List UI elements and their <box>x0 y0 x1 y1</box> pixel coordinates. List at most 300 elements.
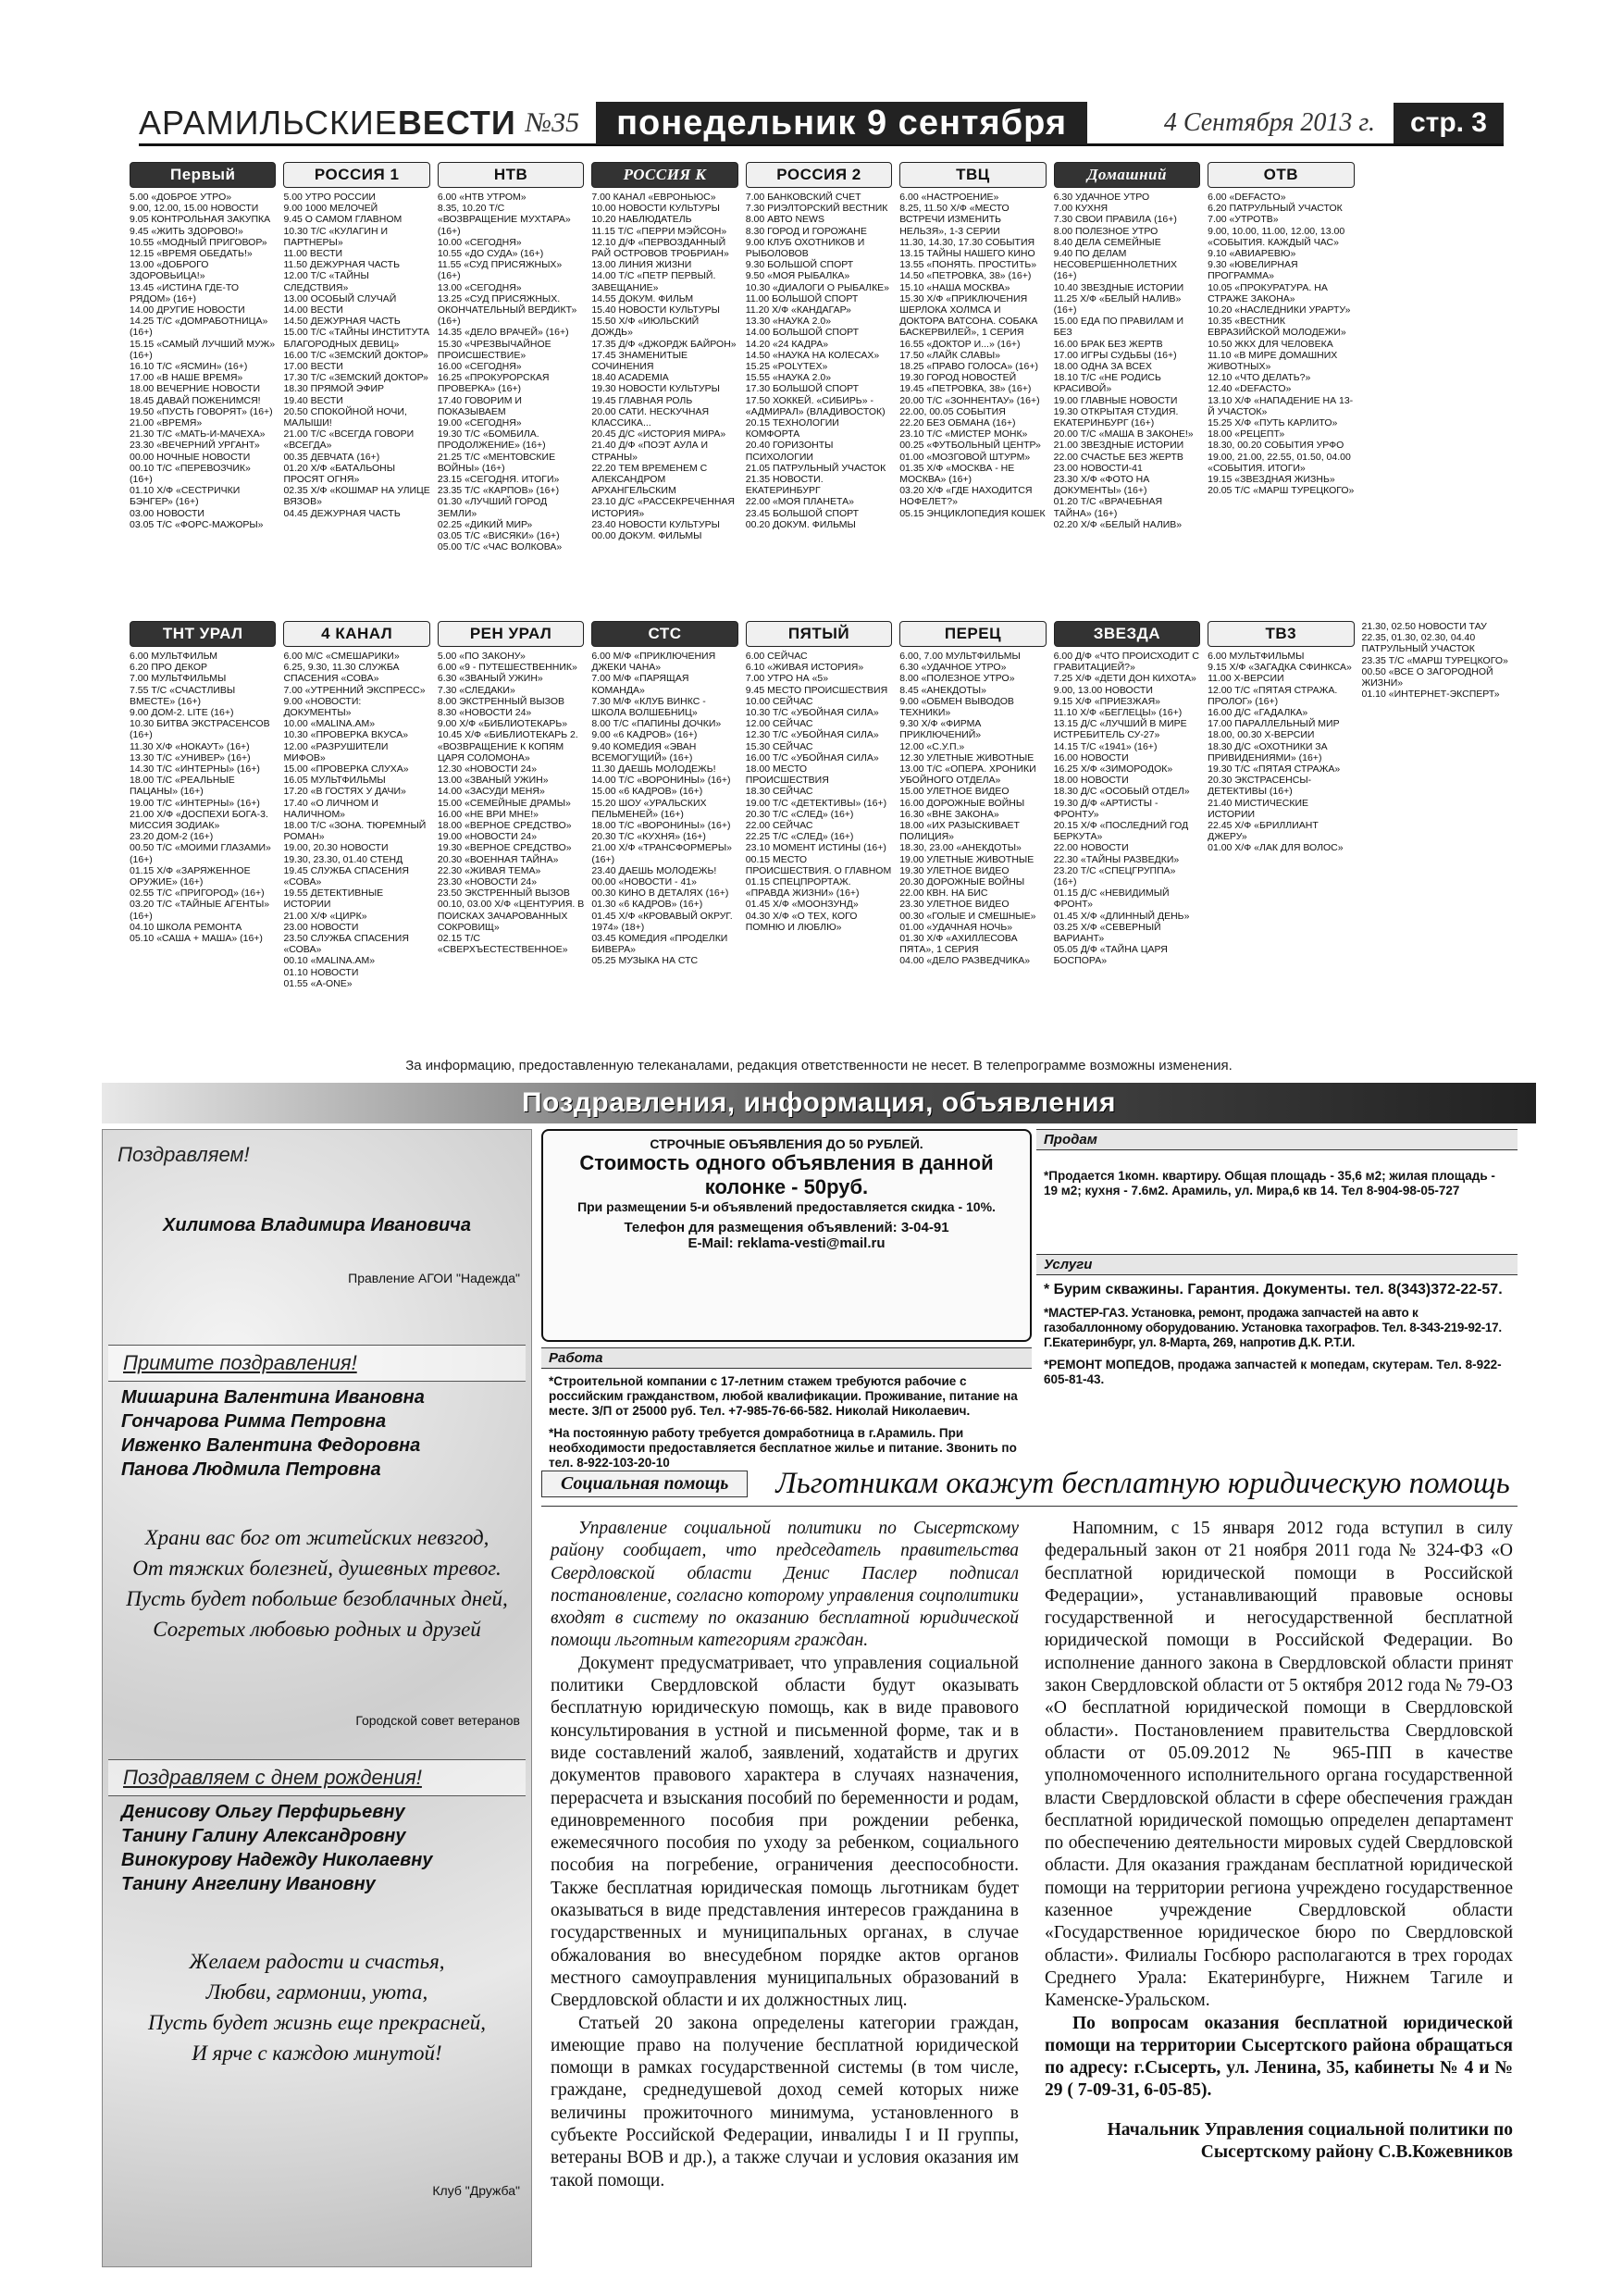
tv-program-line: 16.00 Т/С «УБОЙНАЯ СИЛА» <box>745 751 879 763</box>
tv-program-line: 05.25 МУЗЫКА НА СТС <box>591 955 699 967</box>
tv-program-line: 14.00 Т/С «ПЕТР ПЕРВЫЙ. ЗАВЕЩАНИЕ» <box>591 270 716 293</box>
greeting-2-signature: Городской совет ветеранов <box>355 1713 520 1728</box>
article-paragraph-2: Статьей 20 закона определены категории граждан, имеющие право на получение бесплатной юридической помощи в рамках государственной системы (в том числе, граждане, среднедушевой доход семей которых ниже величины прожиточного минимума, установленного в субъекте Российской Федерации, инвалиды I и II группы, ветераны ВОВ и др.), а также случаи и условия оказания им такой помощи. <box>551 2013 1019 2191</box>
tv-program-line: 7.00 М/Ф «ПАРЯЩАЯ КОМАНДА» <box>591 673 689 696</box>
tv-program-line: 03.45 КОМЕДИЯ «ПРОДЕЛКИ БИВЕРА» <box>591 933 728 956</box>
tv-program-line: 11.55 «СУД ПРИСЯЖНЫХ» (16+) <box>437 259 563 282</box>
tv-program-line: 12.40 «DEFACTO» <box>1208 383 1292 395</box>
tv-program-line: 22.35, 01.30, 02.30, 04.40 ПАТРУЛЬНЫЙ УЧАСТОК <box>1361 632 1476 655</box>
tv-program-line: 18.00 НОВОСТИ <box>1053 775 1129 787</box>
tv-program-line: 18.30, 00.20 СОБЫТИЯ УРФО <box>1208 440 1344 452</box>
rate-line-1: СТРОЧНЫЕ ОБЪЯВЛЕНИЯ ДО 50 РУБЛЕЙ. <box>650 1136 923 1151</box>
category-sell-label: Продам <box>1036 1129 1518 1150</box>
tv-program-line: 19.30 Д/Ф «АРТИСТЫ - ФРОНТУ» <box>1053 797 1158 820</box>
tv-program-line: 13.00 «ДОБРОГО ЗДОРОВЬИЦА!» <box>130 259 209 282</box>
tv-program-line: 16.00 Т/С «ЗЕМСКИЙ ДОКТОР» <box>283 349 428 361</box>
article-headline: Льготникам окажут бесплатную юридическую помощь <box>775 1467 1510 1500</box>
tv-program-line: 01.00 «МОЗГОВОЙ ШТУРМ» <box>899 451 1031 463</box>
tv-program-line: 00.00 «НОВОСТИ - 41» <box>591 876 697 888</box>
tv-program-line: 00.30 КИНО В ДЕТАЛЯХ (16+) <box>591 887 729 900</box>
tv-program-line: 23.20 Т/С «СПЕЦГРУППА» (16+) <box>1053 864 1176 888</box>
tv-program-line: 01.45 Х/Ф «МООНЗУНД» <box>745 899 859 911</box>
tv-program-line: 23.30 Х/Ф «ФОТО НА ДОКУМЕНТЫ» (16+) <box>1053 474 1150 497</box>
tv-program-line: 9.50 «МОЯ РЫБАЛКА» <box>745 270 850 282</box>
tv-program-line: 6.00 МУЛЬТФИЛЬМ <box>130 651 218 662</box>
tv-program-line: 9.45 «ЖИТЬ ЗДОРОВО!» <box>130 225 243 237</box>
tv-program-line: 18.00 Т/С «ВОРОНИНЫ» (16+) <box>591 820 731 832</box>
tv-program-line: 20.00 САТИ. НЕСКУЧНАЯ КЛАССИКА... <box>591 405 710 429</box>
rate-phone: Телефон для размещения объявлений: 3-04-91 <box>624 1220 949 1235</box>
tv-program-line: 8.00 АВТО NEWS <box>745 214 824 226</box>
tv-channel-column <box>1054 621 1200 1056</box>
tv-channel-logo: Первый <box>130 162 276 188</box>
greeting-1-heading: Поздравляем! <box>118 1143 250 1166</box>
tv-program-line: 11.10 «В МИРЕ ДОМАШНИХ ЖИВОТНЫХ» <box>1208 349 1338 373</box>
tv-program-line: 20.50 СПОКОЙНОЙ НОЧИ, МАЛЫШИ! <box>283 405 407 429</box>
tv-program-line: 22.20 ТЕМ ВРЕМЕНЕМ С АЛЕКСАНДРОМ АРХАНГЕЛЬСКИМ <box>591 462 708 497</box>
tv-program-line: 6.30 УДАЧНОЕ УТРО <box>1053 192 1150 203</box>
tv-program-line: 12.30 УЛЕТНЫЕ ЖИВОТНЫЕ <box>899 751 1035 763</box>
tv-program-line: 8.00 ЭКСТРЕННЫЙ ВЫЗОВ <box>437 695 565 707</box>
tv-program-line: 19.00, 21.00, 22.55, 01.50, 04.00 «СОБЫТИЯ. ИТОГИ» <box>1208 451 1351 474</box>
tv-program-line: 14.30 Т/С «ИНТЕРНЫ» (16+) <box>130 763 260 776</box>
tv-program-line: 01.10 Х/Ф «СЕСТРИЧКИ БЭНГЕР» (16+) <box>130 485 241 508</box>
tv-program-line: 18.00 ВЕЧЕРНИЕ НОВОСТИ <box>130 383 261 395</box>
tv-program-line: 01.00 «УДАЧНАЯ НОЧЬ» <box>899 921 1013 933</box>
tv-program-line: 18.45 ДАВАЙ ПОЖЕНИМСЯ! <box>130 394 261 406</box>
tv-channel-logo: РОССИЯ К <box>591 162 737 188</box>
tv-program-line: 23.30 УЛЕТНОЕ ВИДЕО <box>899 899 1010 911</box>
tv-program-line: 21.00 ЗВЕЗДНЫЕ ИСТОРИИ <box>1053 440 1184 452</box>
tv-program-line: 18.30, 23.00 «АНЕКДОТЫ» <box>899 842 1022 854</box>
tv-program-line: 05.00 Т/С «ЧАС ВОЛКОВА» <box>437 541 563 553</box>
tv-program-line: 23.00 НОВОСТИ <box>283 921 359 933</box>
tv-program-line: 19.45 СЛУЖБА СПАСЕНИЯ «СОВА» <box>283 864 409 888</box>
tv-program-line: 00.50 «ВСЕ О ЗАГОРОДНОЙ ЖИЗНИ» <box>1361 665 1493 689</box>
tv-program-line: 21.00 Т/С «ВСЕГДА ГОВОРИ «ВСЕГДА» <box>283 428 415 452</box>
tv-program-line: 6.30 «ЗВАНЫЙ УЖИН» <box>437 673 543 685</box>
greeting-name-line: Винокурову Надежду Николаевну <box>121 1850 433 1870</box>
tv-program-line: 20.30 ДОРОЖНЫЕ ВОЙНЫ <box>899 876 1025 888</box>
tv-program-line: 15.40 НОВОСТИ КУЛЬТУРЫ <box>591 304 720 316</box>
tv-program-line: 6.30 «УДАЧНОЕ УТРО» <box>899 662 1007 674</box>
tv-channel-column <box>130 621 276 1056</box>
tv-program-line: 23.10 Т/С «МИСТЕР МОНК» <box>899 428 1028 441</box>
tv-program-line: 13.10 Х/Ф «НАПАДЕНИЕ НА 13-Й УЧАСТОК» <box>1208 394 1354 417</box>
tv-program-line: 10.55 «ДО СУДА» (16+) <box>437 248 544 260</box>
tv-channel-column <box>899 162 1046 615</box>
tv-program-line: 11.00 Х-ВЕРСИИ <box>1208 673 1284 685</box>
tv-program-line: 14.35 «ДЕЛО ВРАЧЕЙ» (16+) <box>437 327 569 339</box>
greeting-name-line: Гончарова Римма Петровна <box>121 1411 387 1432</box>
tv-program-line: 19.00 «НОВОСТИ 24» <box>437 831 538 843</box>
tv-program-line: 01.20 Х/Ф «БАТАЛЬОНЫ ПРОСЯТ ОГНЯ» <box>283 462 396 486</box>
greeting-name-line: Панова Людмила Петровна <box>121 1459 381 1480</box>
article-paragraph-1: Документ предусматривает, что управления социальной политики Свердловской области будут оказывать бесплатную юридическую помощь, как в виде правового консультирования в устной и письменной форме, так и в виде составлений жалоб, заявлений, ходатайств и других документов правового характера в случаях назначения, перерасчета и взыскания пособий по беременности и родам, единовременного пособия при рождении ребенка, ежемесячного пособия по уходу за ребенком, социального пособия на погребение, ограничения дееспособности. Также бесплатная юридическая помощь льготникам будет оказываться в виде представления интересов гражданина в государственных и муниципальных органах, в случае обжалования во внесудебном порядке актов органов местного самоуправления муниципальных образований в Свердловской области и их должностных лиц. <box>551 1653 1019 2011</box>
tv-program-line: 6.00 СЕЙЧАС <box>745 651 808 662</box>
tv-program-line: 00.00 ДОКУМ. ФИЛЬМЫ <box>591 530 702 542</box>
greeting-poem-line: Храни вас бог от житейских невзгод, <box>144 1526 489 1549</box>
tv-program-line: 23.45 БОЛЬШОЙ СПОРТ <box>745 507 860 519</box>
tv-program-line: 19.30 УЛЕТНОЕ ВИДЕО <box>899 864 1010 876</box>
day-banner: понедельник 9 сентября <box>596 102 1087 144</box>
greeting-3-heading: Поздравляем с днем рождения! <box>108 1759 526 1796</box>
tv-program-line: 13.25 «СУД ПРИСЯЖНЫХ. ОКОНЧАТЕЛЬНЫЙ ВЕРДИКТ» (16+) <box>437 292 577 328</box>
tv-program-line: 11.20 Х/Ф «КАНДАГАР» <box>745 304 851 316</box>
greeting-3-signature: Клуб "Дружба" <box>432 2183 520 2198</box>
tv-program-line: 8.30 ГОРОД И ГОРОЖАНЕ <box>745 225 867 237</box>
tv-program-line: 21.30, 02.50 НОВОСТИ ТАУ <box>1361 621 1487 632</box>
tv-program-line: 01.30 Х/Ф «АХИЛЛЕСОВА ПЯТА», 1 СЕРИЯ <box>899 933 1018 956</box>
tv-program-line: 22.00 «МОЯ ПЛАНЕТА» <box>745 496 854 508</box>
ad-services-2: *МАСТЕР-ГАЗ. Установка, ремонт, продажа запчастей на авто к газобаллонному оборудованию. Установка тахографов. Тел. 8-343-219-92-17. Г.Екатеринбург, ул. 8-Марта, 269, напротив Д.К. Р.Т.И. <box>1044 1306 1502 1349</box>
tv-program-line: 13.30 Т/С «УНИВЕР» (16+) <box>130 751 251 763</box>
tv-program-line: 00.35 ДЕВЧАТА (16+) <box>283 451 380 463</box>
tv-program-line: 14.00 ВЕСТИ <box>283 304 343 316</box>
tv-channel-column <box>1208 621 1354 1056</box>
issue-number: №35 <box>525 106 580 138</box>
tv-program-line: 18.30 ПРЯМОЙ ЭФИР <box>283 383 384 395</box>
tv-program-line: 10.30 БИТВА ЭКСТРАСЕНСОВ (16+) <box>130 718 270 741</box>
tv-program-line: 14.20 «24 КАДРА» <box>745 338 829 350</box>
tv-program-line: 14.00 БОЛЬШОЙ СПОРТ <box>745 327 860 339</box>
tv-program-line: 15.00 ЕДА ПО ПРАВИЛАМ И БЕЗ <box>1053 316 1184 339</box>
tv-program-line: 16.05 МУЛЬТФИЛЬМЫ <box>283 775 386 787</box>
greeting-name-line: Денисову Ольгу Перфирьевну <box>121 1802 405 1822</box>
tv-disclaimer: За информацию, предоставленную телеканалами, редакция ответственности не несет. В телепрограмме возможны изменения. <box>405 1058 1233 1074</box>
tv-program-line: 12.10 Д/Ф «ПЕРВОЗДАННЫЙ РАЙ ОСТРОВОВ ТРОБРИАН» <box>591 236 729 260</box>
tv-channel-column <box>591 621 737 1056</box>
tv-program-line: 8.00 ПОЛЕЗНОЕ УТРО <box>1053 225 1158 237</box>
rate-line-2: Стоимость одного объявления в данной колонке - 50руб. <box>579 1151 994 1198</box>
tv-channel-column <box>1362 621 1508 1056</box>
tv-program-line: 17.00 ИГРЫ СУДЬБЫ (16+) <box>1053 349 1177 361</box>
tv-program-line: 21.40 Д/Ф «ПОЭТ АУЛА И СТРАНЫ» <box>591 440 709 463</box>
tv-channel-column <box>591 162 737 615</box>
tv-program-line: 11.10 Х/Ф «БЕГЛЕЦЫ» (16+) <box>1053 707 1183 719</box>
tv-program-line: 04.00 «ДЕЛО РАЗВЕДЧИКА» <box>899 955 1031 967</box>
tv-row-bottom <box>130 621 1508 1056</box>
tv-program-line: 15.50 Х/Ф «ИЮЛЬСКИЙ ДОЖДЬ» <box>591 316 700 339</box>
tv-program-line: 19.30 ОТКРЫТАЯ СТУДИЯ. ЕКАТЕРИНБУРГ (16+) <box>1053 405 1179 429</box>
tv-program-line: 7.00 БАНКОВСКИЙ СЧЕТ <box>745 192 861 203</box>
tv-program-line: 00.25 «ФУТБОЛЬНЫЙ ЦЕНТР» <box>899 440 1041 452</box>
tv-program-line: 12.10 «ЧТО ДЕЛАТЬ?» <box>1208 372 1311 384</box>
tv-channel-logo: ТВ3 <box>1208 621 1354 647</box>
tv-program-line: 7.30 РИЭЛТОРСКИЙ ВЕСТНИК <box>745 203 888 215</box>
ad-work-1: *Строительной компании с 17-летним стажем требуются рабочие с российским гражданством, любой квалификации. Проживание, питание на месте. З/П от 25000 руб. Тел. +7-985-76-66-582. Николай Николаевич. <box>549 1374 1018 1418</box>
greeting-poem-line: От тяжких болезней, душевных тревог. <box>132 1557 502 1580</box>
tv-program-line: 15.30 СЕЙЧАС <box>745 740 813 752</box>
tv-program-line: 11.30, 14.30, 17.30 СОБЫТИЯ <box>899 236 1035 248</box>
tv-program-line: 00.10, 03.00 Х/Ф «ЦЕНТУРИЯ. В ПОИСКАХ ЗАЧАРОВАННЫХ СОКРОВИЩ» <box>437 899 585 933</box>
tv-program-line: 18.30 Д/С «ОСОБЫЙ ОТДЕЛ» <box>1053 786 1190 798</box>
tv-program-line: 15.30 Х/Ф «ПРИКЛЮЧЕНИЯ ШЕРЛОКА ХОЛМСА И ДОКТОРА ВАТСОНА. СОБАКА БАСКЕРВИЛЕЙ», 1 СЕРИЯ <box>899 292 1038 339</box>
tv-program-line: 17.30 БОЛЬШОЙ СПОРТ <box>745 383 860 395</box>
tv-program-line: 6.00 «9 - ПУТЕШЕСТВЕННИК» <box>437 662 577 674</box>
tv-program-line: 03.05 Т/С «ФОРС-МАЖОРЫ» <box>130 518 264 530</box>
tv-program-line: 20.00 Т/С «ЗОННЕНТАУ» (16+) <box>899 394 1040 406</box>
tv-program-line: 19.30, 23.30, 01.40 СТЕНД <box>283 853 403 865</box>
tv-program-line: 01.45 Х/Ф «КРОВАВЫЙ ОКРУГ. 1974» (18+) <box>591 910 733 933</box>
tv-program-line: 21.00 Х/Ф «ДОСПЕХИ БОГА-3. МИССИЯ ЗОДИАК» <box>130 808 268 832</box>
tv-program-line: 5.00 «ПО ЗАКОНУ» <box>437 651 526 662</box>
tv-program-line: 11.00 БОЛЬШОЙ СПОРТ <box>745 292 859 304</box>
tv-program-line: 6.00 «НАСТРОЕНИЕ» <box>899 192 999 203</box>
tv-program-line: 21.00 Х/Ф «ТРАНСФОРМЕРЫ» (16+) <box>591 842 732 865</box>
article-header <box>541 1462 1518 1507</box>
tv-program-line: 19.00 УЛЕТНЫЕ ЖИВОТНЫЕ <box>899 853 1035 865</box>
section-title: Поздравления, информация, объявления <box>521 1087 1117 1118</box>
tv-program-line: 17.50 ХОККЕЙ. «СИБИРЬ» - «АДМИРАЛ» (ВЛАДИВОСТОК) <box>745 394 886 417</box>
tv-program-line: 19.00, 20.30 НОВОСТИ <box>283 842 389 854</box>
tv-program-line: 10.45 Х/Ф «БИБЛИОТЕКАРЬ 2. «ВОЗВРАЩЕНИЕ К КОПЯМ ЦАРЯ СОЛОМОНА» <box>437 729 578 763</box>
tv-program-line: 8.45 «АНЕКДОТЫ» <box>899 684 986 696</box>
tv-program-line: 19.45 «ПЕТРОВКА, 38» (16+) <box>899 383 1032 395</box>
tv-program-line: 9.15 Х/Ф «ЗАГАДКА СФИНКСА» <box>1208 662 1352 674</box>
page-number: стр. 3 <box>1394 103 1504 143</box>
tv-program-line: 00.10 «MALINA.AM» <box>283 955 376 967</box>
tv-program-line: 19.00 Т/С «ДЕТЕКТИВЫ» (16+) <box>745 797 887 809</box>
ads-middle-column <box>541 1129 1032 1470</box>
tv-program-line: 9.00, 10.00, 11.00, 12.00, 13.00 «СОБЫТИЯ. КАЖДЫЙ ЧАС» <box>1208 225 1345 248</box>
tv-program-line: 15.15 «САМЫЙ ЛУЧШИЙ МУЖ» (16+) <box>130 338 276 361</box>
tv-program-line: 19.45 ГЛАВНАЯ РОЛЬ <box>591 394 693 406</box>
tv-program-line: 19.00 Т/С «ИНТЕРНЫ» (16+) <box>130 797 260 809</box>
tv-channel-logo: ТВЦ <box>899 162 1046 188</box>
tv-program-line: 00.20 ДОКУМ. ФИЛЬМЫ <box>745 518 856 530</box>
tv-program-line: 19.55 ДЕТЕКТИВНЫЕ ИСТОРИИ <box>283 887 384 911</box>
greeting-name-line: Ивженко Валентина Федоровна <box>121 1435 421 1456</box>
tv-program-line: 10.05 «ПРОКУРАТУРА. НА СТРАЖЕ ЗАКОНА» <box>1208 281 1328 304</box>
tv-program-line: 17.50 «ЛАЙК СЛАВЫ» <box>899 349 1000 361</box>
tv-channel-logo: НТВ <box>438 162 584 188</box>
tv-program-line: 16.00 ДОРОЖНЫЕ ВОЙНЫ <box>899 797 1025 809</box>
tv-channel-logo: ТНТ УРАЛ <box>130 621 276 647</box>
article-rubric: Социальная помощь <box>541 1471 748 1497</box>
tv-program-line: 21.35 НОВОСТИ. ЕКАТЕРИНБУРГ <box>745 474 824 497</box>
tv-program-line: 00.50 Т/С «МОИМИ ГЛАЗАМИ» (16+) <box>130 842 271 865</box>
category-services-label: Услуги <box>1036 1254 1518 1275</box>
tv-program-line: 17.45 ЗНАМЕНИТЫЕ СОЧИНЕНИЯ <box>591 349 688 373</box>
tv-program-line: 23.40 НОВОСТИ КУЛЬТУРЫ <box>591 518 720 530</box>
tv-program-line: 9.45 О САМОМ ГЛАВНОМ <box>283 214 403 226</box>
tv-program-line: 13.00 «ЗВАНЫЙ УЖИН» <box>437 775 549 787</box>
tv-program-line: 18.30 Д/С «ОХОТНИКИ ЗА ПРИВИДЕНИЯМИ» (16+) <box>1208 740 1328 763</box>
tv-program-line: 13.15 ТАЙНЫ НАШЕГО КИНО <box>899 248 1035 260</box>
tv-program-line: 8.40 ДЕЛА СЕМЕЙНЫЕ <box>1053 236 1161 248</box>
tv-program-line: 6.20 ПРО ДЕКОР <box>130 662 208 674</box>
tv-program-line: 01.15 СПЕЦПРОРТАЖ. «ПРАВДА ЖИЗНИ» (16+) <box>745 876 860 900</box>
tv-program-line: 18.00 Т/С «ЗОНА. ТЮРЕМНЫЙ РОМАН» <box>283 820 427 843</box>
tv-program-line: 03.20 Т/С «ТАЙНЫЕ АГЕНТЫ» (16+) <box>130 899 270 922</box>
tv-program-line: 03.00 НОВОСТИ <box>130 507 204 519</box>
tv-program-line: 20.30 ЭКСТРАСЕНСЫ-ДЕТЕКТИВЫ (16+) <box>1208 775 1312 798</box>
tv-program-line: 17.30 Т/С «ЗЕМСКИЙ ДОКТОР» <box>283 372 428 384</box>
tv-program-line: 16.00 «СЕГОДНЯ» <box>437 361 522 373</box>
tv-channel-logo: РОССИЯ 1 <box>283 162 429 188</box>
tv-program-line: 17.35 Д/Ф «ДЖОРДЖ БАЙРОН» <box>591 338 737 350</box>
tv-program-line: 6.20 ПАТРУЛЬНЫЙ УЧАСТОК <box>1208 203 1343 215</box>
tv-program-line: 20.05 Т/С «МАРШ ТУРЕЦКОГО» <box>1208 485 1355 497</box>
tv-row-top <box>130 162 1508 615</box>
tv-program-line: 21.00 «ВРЕМЯ» <box>130 417 203 429</box>
article-contact: По вопросам оказания бесплатной юридической помощи на территории Сысертского района обращаться по адресу: г.Сысерть, ул. Ленина, 35, кабинеты № 4 и № 29 ( 7-09-31, 6-05-85). <box>1045 2013 1513 2101</box>
tv-program-line: 19.00 ГЛАВНЫЕ НОВОСТИ <box>1053 394 1178 406</box>
tv-program-line: 10.30 Т/С «УБОЙНАЯ СИЛА» <box>745 707 879 719</box>
tv-program-line: 15.00 «ПРОВЕРКА СЛУХА» <box>283 763 409 776</box>
tv-channel-logo: ПЕРЕЦ <box>899 621 1046 647</box>
tv-program-line: 8.35, 10.20 Т/С «ВОЗВРАЩЕНИЕ МУХТАРА» (16+) <box>437 203 571 237</box>
article-paragraph-3: Напомним, с 15 января 2012 года вступил в силу федеральный закон от 21 ноября 2011 года № 324-ФЗ «О бесплатной юридической помощи в Российской Федерации», устанавливающий правовые основы государственной и негосударственной бесплатной юридической помощи в Российской Федерации. Во исполнение данного закона в Свердловской области принят закон Свердловской области от 5 октября 2012 года № 79-ОЗ «О бесплатной юридической помощи в Свердловской области». Постановлением правительства Свердловской области от 05.09.2012 № 965-ПП в качестве уполномоченного исполнительного органа государственной власти Свердловской области в сфере обеспечения граждан бесплатной юридической помощью определен департамент по обеспечению деятельности мировых судей Свердловской области. Для оказания гражданам бесплатной юридической помощи на территории региона учреждено государственное казенное учреждение Свердловской области «Государственное юридическое бюро по Свердловской области». Филиалы Госбюро располагаются в трех городах Среднего Урала: Екатеринбурге, Нижнем Тагиле и Каменске-Уральском. <box>1045 1519 1513 2011</box>
tv-program-line: 16.00 Д/С «ГАДАЛКА» <box>1208 707 1308 719</box>
tv-program-line: 04.45 ДЕЖУРНАЯ ЧАСТЬ <box>283 507 401 519</box>
ad-services-1: * Бурим скважины. Гарантия. Документы. тел. 8(343)372-22-57. <box>1044 1282 1503 1297</box>
tv-program-line: 5.00 «ДОБРОЕ УТРО» <box>130 192 232 203</box>
tv-program-line: 9.00 «6 КАДРОВ» (16+) <box>591 729 698 741</box>
tv-program-line: 9.00 1000 МЕЛОЧЕЙ <box>283 203 378 215</box>
article-lead: Управление социальной политики по Сысертскому району сообщает, что председатель правительства Свердловской области Денис Паслер подписал постановление, согласно которому управления соцполитики входят в систему по оказанию бесплатной юридической помощи льготным категориям граждан. <box>551 1519 1019 1651</box>
tv-program-line: 13.00 «СЕГОДНЯ» <box>437 281 522 293</box>
rate-email[interactable]: E-Mail: reklama-vesti@mail.ru <box>688 1235 886 1251</box>
tv-program-line: 14.25 Т/С «ДОМРАБОТНИЦА» (16+) <box>130 316 268 339</box>
tv-program-line: 13.15 Д/С «ЛУЧШИЙ В МИРЕ ИСТРЕБИТЕЛЬ СУ-27» <box>1053 718 1187 741</box>
tv-program-line: 12.00 «С.У.П.» <box>899 740 965 752</box>
tv-program-line: 14.00 Т/С «ВОРОНИНЫ» (16+) <box>591 775 731 787</box>
greeting-poem-line: Любви, гармонии, уюта, <box>205 1980 428 2004</box>
tv-program-line: 13.55 «ПОНЯТЬ. ПРОСТИТЬ» <box>899 259 1037 271</box>
tv-program-line: 18.25 «ПРАВО ГОЛОСА» (16+) <box>899 361 1038 373</box>
tv-program-line: 9.00, 12.00, 15.00 НОВОСТИ <box>130 203 259 215</box>
tv-program-line: 14.00 «ЗАСУДИ МЕНЯ» <box>437 786 545 798</box>
tv-program-line: 02.55 Т/С «ПРИГОРОД» (16+) <box>130 887 265 900</box>
tv-program-line: 10.50 ЖКХ ДЛЯ ЧЕЛОВЕКА <box>1208 338 1333 350</box>
tv-program-line: 23.10 МОМЕНТ ИСТИНЫ (16+) <box>745 842 886 854</box>
tv-program-line: 8.00 «ПОЛЕЗНОЕ УТРО» <box>899 673 1015 685</box>
greeting-name-line: Мишарина Валентина Ивановна <box>121 1387 425 1408</box>
tv-program-line: 05.10 «САША + МАША» (16+) <box>130 933 263 945</box>
tv-program-line: 22.00, 00.05 СОБЫТИЯ <box>899 405 1006 417</box>
tv-program-line: 19.30 НОВОСТИ КУЛЬТУРЫ <box>591 383 720 395</box>
tv-program-line: 11.50 ДЕЖУРНАЯ ЧАСТЬ <box>283 259 400 271</box>
tv-program-line: 21.05 ПАТРУЛЬНЫЙ УЧАСТОК <box>745 462 886 474</box>
tv-channel-column <box>746 162 892 615</box>
tv-program-line: 22.00 НОВОСТИ <box>1053 842 1129 854</box>
tv-program-line: 11.00 ВЕСТИ <box>283 248 343 260</box>
tv-program-line: 23.15 «СЕГОДНЯ. ИТОГИ» <box>437 474 560 486</box>
tv-program-line: 23.40 ДАЕШЬ МОЛОДЕЖЬ! <box>591 864 717 876</box>
tv-program-line: 02.20 Х/Ф «БЕЛЫЙ НАЛИВ» <box>1053 518 1183 530</box>
tv-channel-column <box>130 162 276 615</box>
tv-program-line: 19.30 Т/С «БОМБИЛА. ПРОДОЛЖЕНИЕ» (16+) <box>437 428 546 452</box>
tv-program-line: 19.30 ГОРОД НОВОСТЕЙ <box>899 372 1017 384</box>
tv-program-line: 16.00 БРАК БЕЗ ЖЕРТВ <box>1053 338 1163 350</box>
ad-rate-box <box>541 1129 1032 1342</box>
tv-program-line: 9.00 «ОБМЕН ВЫВОДОВ ТЕХНИКИ» <box>899 695 1014 719</box>
tv-program-line: 17.40 ГОВОРИМ И ПОКАЗЫВАЕМ <box>437 394 522 417</box>
tv-program-line: 20.15 ТЕХНОЛОГИИ КОМФОРТА <box>745 417 839 441</box>
tv-program-line: 10.40 ЗВЕЗДНЫЕ ИСТОРИИ <box>1053 281 1184 293</box>
tv-program-line: 7.25 Х/Ф «ДЕТИ ДОН КИХОТА» <box>1053 673 1196 685</box>
tv-channel-logo: РОССИЯ 2 <box>746 162 892 188</box>
tv-program-line: 7.00 УТРО НА «5» <box>745 673 829 685</box>
tv-program-line: 22.00 СЧАСТЬЕ БЕЗ ЖЕРТВ <box>1053 451 1183 463</box>
tv-program-line: 21.25 Т/С «МЕНТОВСКИЕ ВОЙНЫ» (16+) <box>437 451 556 474</box>
tv-program-line: 5.00 УТРО РОССИИ <box>283 192 376 203</box>
tv-program-line: 01.55 «А-ONE» <box>283 977 353 989</box>
tv-program-line: 10.00 «MALINA.AM» <box>283 718 376 730</box>
tv-program-line: 11.15 Т/С «ПЕРРИ МЭЙСОН» <box>591 225 727 237</box>
tv-program-line: 10.00 «СЕГОДНЯ» <box>437 236 522 248</box>
tv-program-line: 12.00 Т/С «ТАЙНЫ СЛЕДСТВИЯ» <box>283 270 369 293</box>
tv-program-line: 02.35 Х/Ф «КОШМАР НА УЛИЦЕ ВЯЗОВ» <box>283 485 430 508</box>
tv-program-line: 20.00 Т/С «МАША В ЗАКОНЕ!» <box>1053 428 1194 441</box>
tv-program-line: 13.00 ОСОБЫЙ СЛУЧАЙ <box>283 292 397 304</box>
tv-program-line: 04.10 ШКОЛА РЕМОНТА <box>130 921 242 933</box>
tv-program-line: 01.00 Х/Ф «ЛАК ДЛЯ ВОЛОС» <box>1208 842 1344 854</box>
tv-program-line: 14.50 ДЕЖУРНАЯ ЧАСТЬ <box>283 316 401 328</box>
tv-program-line: 14.50 «НАУКА НА КОЛЕСАХ» <box>745 349 880 361</box>
tv-program-line: 12.30 Т/С «УБОЙНАЯ СИЛА» <box>745 729 879 741</box>
tv-program-line: 9.00 «НОВОСТИ: ДОКУМЕНТЫ» <box>283 695 362 719</box>
tv-program-line: 17.20 «В ГОСТЯХ У ДАЧИ» <box>283 786 406 798</box>
tv-program-line: 05.05 Д/Ф «ТАЙНА ЦАРЯ БОСПОРА» <box>1053 944 1168 967</box>
category-work-label: Работа <box>541 1347 1032 1369</box>
tv-channel-logo: РЕН УРАЛ <box>438 621 584 647</box>
tv-program-line: 01.45 Х/Ф «ДЛИННЫЙ ДЕНЬ» <box>1053 910 1190 922</box>
tv-program-line: 20.15 Х/Ф «ПОСЛЕДНИЙ ГОД БЕРКУТА» <box>1053 820 1189 843</box>
tv-program-line: 21.40 МИСТИЧЕСКИЕ ИСТОРИИ <box>1208 797 1309 820</box>
tv-channel-column <box>283 162 429 615</box>
tv-program-line: 14.50 «ПЕТРОВКА, 38» (16+) <box>899 270 1032 282</box>
tv-program-line: 12.30 «НОВОСТИ 24» <box>437 763 538 776</box>
tv-program-line: 21.00 Х/Ф «ЦИРК» <box>283 910 367 922</box>
tv-program-line: 15.00 Т/С «ТАЙНЫ ИНСТИТУТА БЛАГОРОДНЫХ ДЕВИЦ» <box>283 327 430 350</box>
tv-program-line: 20.30 Т/С «КУХНЯ» (16+) <box>591 831 706 843</box>
tv-program-line: 8.25, 11.50 Х/Ф «МЕСТО ВСТРЕЧИ ИЗМЕНИТЬ НЕЛЬЗЯ», 1-3 СЕРИИ <box>899 203 1010 237</box>
tv-program-line: 23.30 «ВЕЧЕРНИЙ УРГАНТ» <box>130 440 260 452</box>
tv-program-line: 18.00, 00.30 Х-ВЕРСИИ <box>1208 729 1315 741</box>
tv-program-line: 15.20 ШОУ «УРАЛЬСКИХ ПЕЛЬМЕНЕЙ» (16+) <box>591 797 707 820</box>
tv-program-line: 9.30 «ЮВЕЛИРНАЯ ПРОГРАММА» <box>1208 259 1298 282</box>
tv-program-line: 04.30 Х/Ф «О ТЕХ, КОГО ПОМНЮ И ЛЮБЛЮ» <box>745 910 858 933</box>
tv-program-line: 16.10 Т/С «ЯСМИН» (16+) <box>130 361 248 373</box>
tv-program-line: 10.20 НАБЛЮДАТЕЛЬ <box>591 214 692 226</box>
tv-program-line: 17.40 «О ЛИЧНОМ И НАЛИЧНОМ» <box>283 797 378 820</box>
tv-program-line: 15.00 «6 КАДРОВ» (16+) <box>591 786 703 798</box>
tv-program-line: 15.00 «СЕМЕЙНЫЕ ДРАМЫ» <box>437 797 571 809</box>
ad-work-2: *На постоянную работу требуется домработница в г.Арамиль. При необходимости предоставляется бесплатное жилье и питание. Звонить по тел. 8-922-103-20-10 <box>549 1426 1017 1470</box>
tv-program-line: 9.40 ПО ДЕЛАМ НЕСОВЕРШЕННОЛЕТНИХ (16+) <box>1053 248 1178 282</box>
greeting-1-name: Хилимова Владимира Ивановича <box>163 1215 471 1235</box>
tv-program-line: 7.00 МУЛЬТФИЛЬМЫ <box>130 673 227 685</box>
tv-program-line: 14.15 Т/С «1941» (16+) <box>1053 740 1158 752</box>
tv-program-line: 13.30 «НАУКА 2.0» <box>745 316 832 328</box>
tv-program-line: 03.05 Т/С «ВИСЯКИ» (16+) <box>437 530 560 542</box>
tv-program-line: 16.25 «ПРОКУРОРСКАЯ ПРОВЕРКА» (16+) <box>437 372 550 395</box>
tv-program-line: 18.00 «ВЕРНОЕ СРЕДСТВО» <box>437 820 572 832</box>
tv-channel-column <box>1054 162 1200 615</box>
tv-program-line: 6.00 М/Ф «ПРИКЛЮЧЕНИЯ ДЖЕКИ ЧАНА» <box>591 651 716 674</box>
tv-program-line: 11.30 ДАЕШЬ МОЛОДЕЖЬ! <box>591 763 716 776</box>
tv-program-line: 7.30 «СЛЕДАКИ» <box>437 684 515 696</box>
greeting-2-heading: Примите поздравления! <box>108 1345 526 1382</box>
tv-program-line: 18.10 Т/С «НЕ РОДИСЬ КРАСИВОЙ» <box>1053 372 1161 395</box>
tv-program-line: 20.45 Д/С «ИСТОРИЯ МИРА» <box>591 428 726 441</box>
tv-program-line: 6.25, 9.30, 11.30 СЛУЖБА СПАСЕНИЯ «СОВА» <box>283 662 400 685</box>
tv-program-line: 16.25 Х/Ф «ЗИМОРОДОК» <box>1053 763 1173 776</box>
tv-program-line: 7.00 «УТРОТВ» <box>1208 214 1279 226</box>
